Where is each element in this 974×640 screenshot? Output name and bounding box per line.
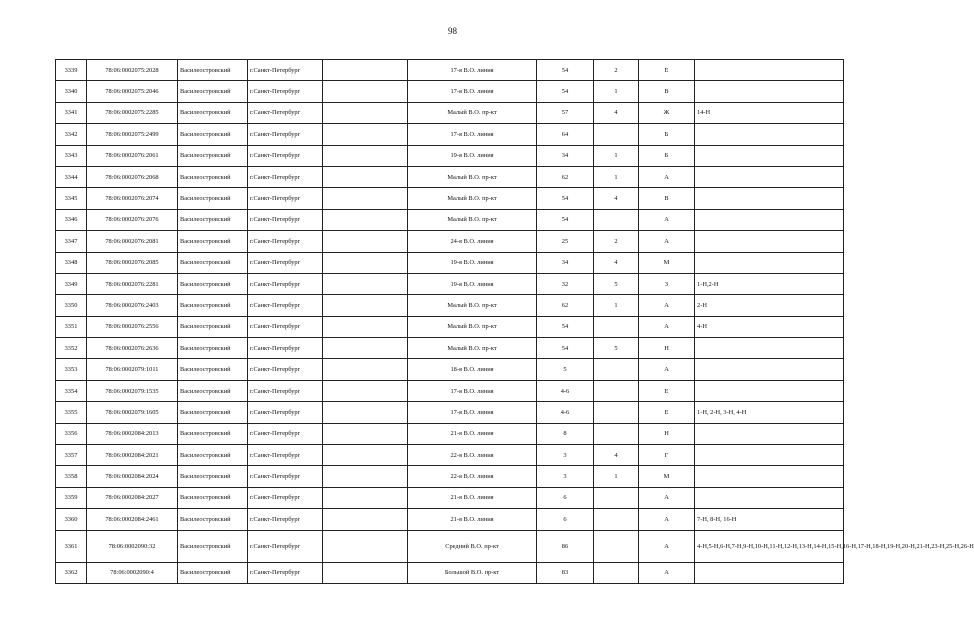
settlement-cell <box>323 380 408 401</box>
premises-cell <box>695 60 844 81</box>
settlement-cell <box>323 562 408 583</box>
table-row <box>56 338 844 359</box>
district-cell: Василеостровский <box>178 124 248 145</box>
street-cell: Малый В.О. пр-кт <box>408 338 537 359</box>
table-row <box>56 402 844 423</box>
settlement-cell <box>323 338 408 359</box>
settlement-cell <box>323 209 408 230</box>
street-cell: Малый В.О. пр-кт <box>408 209 537 230</box>
row-number-cell: 3352 <box>56 338 87 359</box>
premises-cell: 1-Н, 2-Н, 3-Н, 4-Н <box>695 402 844 423</box>
house-number-cell: 57 <box>537 102 594 123</box>
table-row <box>56 145 844 166</box>
row-number-cell: 3344 <box>56 166 87 187</box>
row-number-cell: 3357 <box>56 445 87 466</box>
house-number-cell: 3 <box>537 445 594 466</box>
district-cell: Василеостровский <box>178 81 248 102</box>
litera-cell: Ж <box>639 102 695 123</box>
city-cell: г.Санкт-Петербург <box>248 402 323 423</box>
korpus-cell: 5 <box>594 273 639 294</box>
korpus-cell: 5 <box>594 338 639 359</box>
premises-cell <box>695 252 844 273</box>
cadastral-number-cell: 78:06:0002084:2024 <box>87 466 178 487</box>
korpus-cell: 2 <box>594 231 639 252</box>
cadastral-number-cell: 78:06:0002084:2013 <box>87 423 178 444</box>
row-number-cell: 3348 <box>56 252 87 273</box>
city-cell: г.Санкт-Петербург <box>248 102 323 123</box>
table-row <box>56 466 844 487</box>
row-number-cell: 3353 <box>56 359 87 380</box>
house-number-cell: 3 <box>537 466 594 487</box>
row-number-cell: 3360 <box>56 509 87 530</box>
premises-cell <box>695 81 844 102</box>
table-row <box>56 380 844 401</box>
table-row <box>56 231 844 252</box>
litera-cell: М <box>639 252 695 273</box>
district-cell: Василеостровский <box>178 359 248 380</box>
table-row <box>56 124 844 145</box>
row-number-cell: 3340 <box>56 81 87 102</box>
korpus-cell: 1 <box>594 81 639 102</box>
litera-cell: Е <box>639 380 695 401</box>
settlement-cell <box>323 359 408 380</box>
house-number-cell: 6 <box>537 487 594 508</box>
city-cell: г.Санкт-Петербург <box>248 252 323 273</box>
cadastral-number-cell: 78:06:0002079:1605 <box>87 402 178 423</box>
house-number-cell: 54 <box>537 338 594 359</box>
table-row <box>56 188 844 209</box>
litera-cell: А <box>639 316 695 337</box>
row-number-cell: 3356 <box>56 423 87 444</box>
korpus-cell <box>594 209 639 230</box>
korpus-cell: 1 <box>594 466 639 487</box>
litera-cell: В <box>639 81 695 102</box>
litera-cell: Е <box>639 402 695 423</box>
house-number-cell: 6 <box>537 509 594 530</box>
city-cell: г.Санкт-Петербург <box>248 145 323 166</box>
row-number-cell: 3350 <box>56 295 87 316</box>
street-cell: 21-я В.О. линия <box>408 509 537 530</box>
litera-cell: А <box>639 530 695 562</box>
settlement-cell <box>323 445 408 466</box>
city-cell: г.Санкт-Петербург <box>248 124 323 145</box>
cadastral-number-cell: 78:06:0002090:4 <box>87 562 178 583</box>
row-number-cell: 3346 <box>56 209 87 230</box>
table-row <box>56 273 844 294</box>
district-cell: Василеостровский <box>178 509 248 530</box>
city-cell: г.Санкт-Петербург <box>248 231 323 252</box>
house-number-cell: 64 <box>537 124 594 145</box>
settlement-cell <box>323 102 408 123</box>
cadastral-number-cell: 78:06:0002090:32 <box>87 530 178 562</box>
premises-cell: 4-Н,5-Н,6-Н,7-Н,9-Н,10-Н,11-Н,12-Н,13-Н,14-Н,15-Н,16-Н,17-Н,18-Н,19-Н,20-Н,21-Н,23-Н,25-Н,26-Н <box>695 530 844 562</box>
premises-cell <box>695 359 844 380</box>
table-row <box>56 359 844 380</box>
cadastral-number-cell: 78:06:0002076:2076 <box>87 209 178 230</box>
litera-cell: А <box>639 509 695 530</box>
row-number-cell: 3355 <box>56 402 87 423</box>
korpus-cell <box>594 402 639 423</box>
district-cell: Василеостровский <box>178 402 248 423</box>
premises-cell: 7-Н, 8-Н, 16-Н <box>695 509 844 530</box>
street-cell: 21-я В.О. линия <box>408 487 537 508</box>
settlement-cell <box>323 60 408 81</box>
litera-cell: Е <box>639 60 695 81</box>
row-number-cell: 3341 <box>56 102 87 123</box>
street-cell: 24-я В.О. линия <box>408 231 537 252</box>
table-row <box>56 209 844 230</box>
district-cell: Василеостровский <box>178 252 248 273</box>
settlement-cell <box>323 124 408 145</box>
table-row <box>56 487 844 508</box>
street-cell: 18-я В.О. линия <box>408 359 537 380</box>
premises-cell <box>695 466 844 487</box>
district-cell: Василеостровский <box>178 466 248 487</box>
district-cell: Василеостровский <box>178 188 248 209</box>
cadastral-number-cell: 78:06:0002076:2061 <box>87 145 178 166</box>
house-number-cell: 54 <box>537 60 594 81</box>
house-number-cell: 32 <box>537 273 594 294</box>
city-cell: г.Санкт-Петербург <box>248 188 323 209</box>
house-number-cell: 54 <box>537 81 594 102</box>
house-number-cell: 54 <box>537 188 594 209</box>
district-cell: Василеостровский <box>178 316 248 337</box>
premises-cell <box>695 166 844 187</box>
page-number: 98 <box>448 26 457 36</box>
district-cell: Василеостровский <box>178 380 248 401</box>
cadastral-number-cell: 78:06:0002076:2068 <box>87 166 178 187</box>
premises-cell <box>695 562 844 583</box>
house-number-cell: 25 <box>537 231 594 252</box>
street-cell: Малый В.О. пр-кт <box>408 166 537 187</box>
korpus-cell <box>594 380 639 401</box>
house-number-cell: 5 <box>537 359 594 380</box>
street-cell: 17-я В.О. линия <box>408 124 537 145</box>
district-cell: Василеостровский <box>178 166 248 187</box>
korpus-cell: 4 <box>594 445 639 466</box>
district-cell: Василеостровский <box>178 145 248 166</box>
row-number-cell: 3351 <box>56 316 87 337</box>
premises-cell: 4-Н <box>695 316 844 337</box>
district-cell: Василеостровский <box>178 231 248 252</box>
street-cell: 17-я В.О. линия <box>408 380 537 401</box>
cadastral-number-cell: 78:06:0002079:1535 <box>87 380 178 401</box>
table-row <box>56 81 844 102</box>
row-number-cell: 3342 <box>56 124 87 145</box>
house-number-cell: 83 <box>537 562 594 583</box>
settlement-cell <box>323 509 408 530</box>
litera-cell: А <box>639 166 695 187</box>
korpus-cell <box>594 124 639 145</box>
premises-cell <box>695 445 844 466</box>
district-cell: Василеостровский <box>178 423 248 444</box>
row-number-cell: 3361 <box>56 530 87 562</box>
litera-cell: Н <box>639 423 695 444</box>
settlement-cell <box>323 231 408 252</box>
district-cell: Василеостровский <box>178 273 248 294</box>
premises-cell <box>695 145 844 166</box>
property-register-table <box>55 59 974 584</box>
house-number-cell: 34 <box>537 145 594 166</box>
litera-cell: А <box>639 487 695 508</box>
premises-cell <box>695 380 844 401</box>
korpus-cell: 2 <box>594 60 639 81</box>
street-cell: 22-я В.О. линия <box>408 445 537 466</box>
row-number-cell: 3343 <box>56 145 87 166</box>
house-number-cell: 4-6 <box>537 380 594 401</box>
premises-cell <box>695 209 844 230</box>
house-number-cell: 86 <box>537 530 594 562</box>
settlement-cell <box>323 188 408 209</box>
city-cell: г.Санкт-Петербург <box>248 60 323 81</box>
district-cell: Василеостровский <box>178 487 248 508</box>
city-cell: г.Санкт-Петербург <box>248 338 323 359</box>
table-body <box>56 60 974 584</box>
district-cell: Василеостровский <box>178 209 248 230</box>
street-cell: Малый В.О. пр-кт <box>408 188 537 209</box>
house-number-cell: 54 <box>537 209 594 230</box>
city-cell: г.Санкт-Петербург <box>248 359 323 380</box>
table-row <box>56 166 844 187</box>
street-cell: 19-я В.О. линия <box>408 273 537 294</box>
cadastral-number-cell: 78:06:0002075:2028 <box>87 60 178 81</box>
street-cell: 19-я В.О. линия <box>408 252 537 273</box>
settlement-cell <box>323 145 408 166</box>
city-cell: г.Санкт-Петербург <box>248 487 323 508</box>
cadastral-number-cell: 78:06:0002076:2556 <box>87 316 178 337</box>
street-cell: Средний В.О. пр-кт <box>408 530 537 562</box>
cadastral-number-cell: 78:06:0002076:2081 <box>87 231 178 252</box>
korpus-cell: 4 <box>594 252 639 273</box>
settlement-cell <box>323 530 408 562</box>
table-row <box>56 252 844 273</box>
city-cell: г.Санкт-Петербург <box>248 209 323 230</box>
cadastral-number-cell: 78:06:0002076:2403 <box>87 295 178 316</box>
cadastral-number-cell: 78:06:0002075:2285 <box>87 102 178 123</box>
korpus-cell: 4 <box>594 188 639 209</box>
district-cell: Василеостровский <box>178 295 248 316</box>
litera-cell: Г <box>639 445 695 466</box>
district-cell: Василеостровский <box>178 530 248 562</box>
table-row <box>56 316 844 337</box>
table-row <box>56 295 844 316</box>
city-cell: г.Санкт-Петербург <box>248 295 323 316</box>
row-number-cell: 3339 <box>56 60 87 81</box>
table-row <box>56 102 844 123</box>
district-cell: Василеостровский <box>178 338 248 359</box>
street-cell: 17-я В.О. линия <box>408 81 537 102</box>
district-cell: Василеостровский <box>178 60 248 81</box>
premises-cell: 14-Н <box>695 102 844 123</box>
cadastral-number-cell: 78:06:0002084:2461 <box>87 509 178 530</box>
litera-cell: А <box>639 231 695 252</box>
settlement-cell <box>323 466 408 487</box>
cadastral-number-cell: 78:06:0002076:2074 <box>87 188 178 209</box>
city-cell: г.Санкт-Петербург <box>248 316 323 337</box>
city-cell: г.Санкт-Петербург <box>248 423 323 444</box>
row-number-cell: 3347 <box>56 231 87 252</box>
korpus-cell <box>594 316 639 337</box>
street-cell: Малый В.О. пр-кт <box>408 295 537 316</box>
premises-cell <box>695 423 844 444</box>
cadastral-number-cell: 78:06:0002076:2085 <box>87 252 178 273</box>
street-cell: Большой В.О. пр-кт <box>408 562 537 583</box>
settlement-cell <box>323 81 408 102</box>
korpus-cell: 1 <box>594 166 639 187</box>
korpus-cell <box>594 423 639 444</box>
city-cell: г.Санкт-Петербург <box>248 380 323 401</box>
litera-cell: М <box>639 466 695 487</box>
premises-cell <box>695 338 844 359</box>
korpus-cell: 1 <box>594 145 639 166</box>
settlement-cell <box>323 295 408 316</box>
house-number-cell: 54 <box>537 316 594 337</box>
korpus-cell <box>594 530 639 562</box>
cadastral-number-cell: 78:06:0002084:2021 <box>87 445 178 466</box>
house-number-cell: 8 <box>537 423 594 444</box>
settlement-cell <box>323 423 408 444</box>
house-number-cell: 62 <box>537 295 594 316</box>
litera-cell: А <box>639 562 695 583</box>
city-cell: г.Санкт-Петербург <box>248 81 323 102</box>
litera-cell: В <box>639 188 695 209</box>
row-number-cell: 3345 <box>56 188 87 209</box>
table-row <box>56 423 844 444</box>
house-number-cell: 34 <box>537 252 594 273</box>
litera-cell: З <box>639 273 695 294</box>
litera-cell: Н <box>639 338 695 359</box>
korpus-cell <box>594 509 639 530</box>
settlement-cell <box>323 273 408 294</box>
table-row <box>56 530 844 562</box>
cadastral-number-cell: 78:06:0002084:2027 <box>87 487 178 508</box>
street-cell: 21-я В.О. линия <box>408 423 537 444</box>
premises-cell <box>695 487 844 508</box>
house-number-cell: 62 <box>537 166 594 187</box>
row-number-cell: 3349 <box>56 273 87 294</box>
street-cell: 17-я В.О. линия <box>408 402 537 423</box>
settlement-cell <box>323 402 408 423</box>
korpus-cell: 4 <box>594 102 639 123</box>
cadastral-number-cell: 78:06:0002076:2636 <box>87 338 178 359</box>
street-cell: 17-я В.О. линия <box>408 60 537 81</box>
row-number-cell: 3358 <box>56 466 87 487</box>
cadastral-number-cell: 78:06:0002076:2281 <box>87 273 178 294</box>
street-cell: Малый В.О. пр-кт <box>408 316 537 337</box>
korpus-cell <box>594 562 639 583</box>
street-cell: 19-я В.О. линия <box>408 145 537 166</box>
cadastral-number-cell: 78:06:0002079:1011 <box>87 359 178 380</box>
cadastral-number-cell: 78:06:0002075:2499 <box>87 124 178 145</box>
table-row <box>56 60 844 81</box>
city-cell: г.Санкт-Петербург <box>248 562 323 583</box>
district-cell: Василеостровский <box>178 102 248 123</box>
litera-cell: Б <box>639 145 695 166</box>
litera-cell: А <box>639 359 695 380</box>
city-cell: г.Санкт-Петербург <box>248 445 323 466</box>
street-cell: Малый В.О. пр-кт <box>408 102 537 123</box>
table-row <box>56 509 844 530</box>
house-number-cell: 4-6 <box>537 402 594 423</box>
row-number-cell: 3354 <box>56 380 87 401</box>
premises-cell <box>695 124 844 145</box>
litera-cell: А <box>639 209 695 230</box>
premises-cell: 2-Н <box>695 295 844 316</box>
cadastral-number-cell: 78:06:0002075:2046 <box>87 81 178 102</box>
row-number-cell: 3362 <box>56 562 87 583</box>
table-row <box>56 445 844 466</box>
table-row <box>56 562 844 583</box>
korpus-cell: 1 <box>594 295 639 316</box>
city-cell: г.Санкт-Петербург <box>248 273 323 294</box>
row-number-cell: 3359 <box>56 487 87 508</box>
city-cell: г.Санкт-Петербург <box>248 509 323 530</box>
settlement-cell <box>323 252 408 273</box>
settlement-cell <box>323 316 408 337</box>
korpus-cell <box>594 487 639 508</box>
city-cell: г.Санкт-Петербург <box>248 530 323 562</box>
settlement-cell <box>323 487 408 508</box>
korpus-cell <box>594 359 639 380</box>
city-cell: г.Санкт-Петербург <box>248 166 323 187</box>
premises-cell: 1-Н,2-Н <box>695 273 844 294</box>
district-cell: Василеостровский <box>178 562 248 583</box>
settlement-cell <box>323 166 408 187</box>
district-cell: Василеостровский <box>178 445 248 466</box>
city-cell: г.Санкт-Петербург <box>248 466 323 487</box>
litera-cell: Б <box>639 124 695 145</box>
street-cell: 22-я В.О. линия <box>408 466 537 487</box>
premises-cell <box>695 231 844 252</box>
litera-cell: А <box>639 295 695 316</box>
premises-cell <box>695 188 844 209</box>
